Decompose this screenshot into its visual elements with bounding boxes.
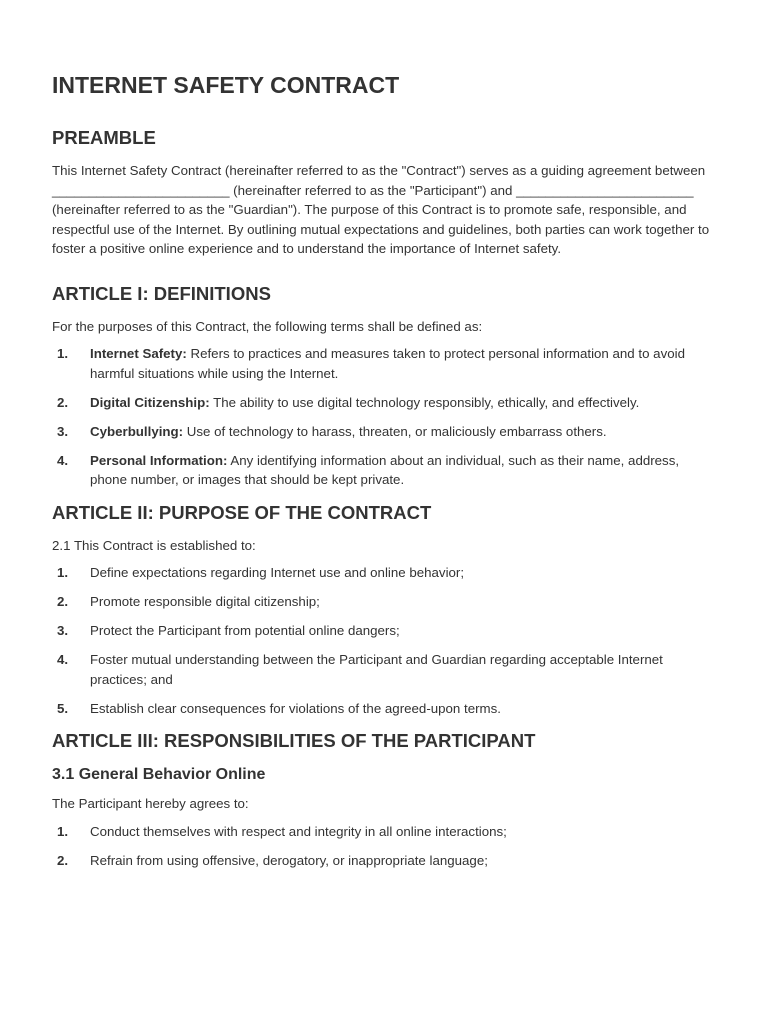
document-title: INTERNET SAFETY CONTRACT — [52, 72, 400, 98]
list-item — [52, 822, 718, 842]
article-1-heading: ARTICLE I: DEFINITIONS — [52, 282, 271, 304]
list-item-text: Refrain from using offensive, derogatory, or inappropriate language; — [90, 852, 488, 868]
article-2-intro: 2.1 This Contract is established to: — [52, 537, 256, 553]
preamble-heading: PREAMBLE — [52, 127, 156, 148]
purpose-list — [52, 563, 718, 718]
list-item-text: Protect the Participant from potential online dangers; — [90, 623, 400, 638]
definition-text: Use of technology to harass, threaten, or maliciously embarrass others. — [183, 423, 607, 439]
definition-term: Internet Safety: — [90, 346, 187, 361]
article-3-intro: The Participant hereby agrees to: — [52, 796, 249, 811]
list-item — [52, 621, 718, 641]
list-item — [52, 592, 718, 612]
definition-text: Any identifying information about an individual, such as their name, address, phone number, or images that should be kept private. — [90, 452, 680, 487]
article-1-intro: For the purposes of this Contract, the following terms shall be defined as: — [52, 318, 483, 334]
list-item — [52, 563, 718, 583]
definition-term: Personal Information: — [90, 452, 228, 468]
list-item — [52, 451, 718, 490]
article-2-heading: ARTICLE II: PURPOSE OF THE CONTRACT — [52, 501, 432, 523]
list-number: 4. — [57, 452, 69, 468]
list-number: 3. — [57, 623, 69, 638]
list-item-text: Define expectations regarding Internet use and online behavior; — [90, 565, 465, 580]
list-number: 1. — [57, 823, 69, 839]
list-number: 5. — [57, 700, 69, 716]
list-item-text: Foster mutual understanding between the Participant and Guardian regarding acceptable Internet practices; and — [90, 652, 663, 687]
list-number: 2. — [57, 594, 69, 609]
list-number: 3. — [57, 423, 69, 439]
list-item — [52, 344, 718, 383]
list-number: 1. — [57, 565, 69, 580]
definition-term: Digital Citizenship: — [90, 394, 210, 410]
list-item-text: Establish clear consequences for violations of the agreed-upon terms. — [90, 700, 501, 716]
list-item-text: Conduct themselves with respect and integrity in all online interactions; — [90, 823, 507, 839]
list-number: 2. — [57, 852, 69, 868]
definition-term: Cyberbullying: — [90, 423, 184, 439]
preamble-text: This Internet Safety Contract (hereinafter referred to as the "Contract") serves as a guiding agreement between ________________________ (hereinafter referred to as the "Participant") and ________________________ (hereinafter referred to as the "Guardian"). The purpose of this Contract is to promote safe, responsible, and respectful use of the Internet. By outlining mutual expectations and guidelines, both parties can work together to foster a positive online experience and to understand the importance of Internet safety. — [52, 163, 710, 256]
definition-text: Refers to practices and measures taken to protect personal information and to avoid harmful situations while using the Internet. — [90, 346, 685, 381]
article-3-heading: ARTICLE III: RESPONSIBILITIES OF THE PARTICIPANT — [52, 730, 536, 751]
list-item-text: Promote responsible digital citizenship; — [90, 594, 320, 609]
list-item — [52, 650, 718, 689]
list-item — [52, 393, 718, 413]
section-3-1-heading: 3.1 General Behavior Online — [52, 766, 266, 783]
list-number: 4. — [57, 652, 69, 667]
definition-text: The ability to use digital technology responsibly, ethically, and effectively. — [209, 394, 640, 410]
list-item — [52, 422, 718, 442]
definitions-list — [52, 344, 718, 490]
list-item — [52, 851, 718, 871]
list-number: 1. — [57, 346, 69, 361]
responsibilities-list — [52, 822, 718, 871]
list-item — [52, 699, 718, 719]
list-number: 2. — [57, 394, 69, 410]
